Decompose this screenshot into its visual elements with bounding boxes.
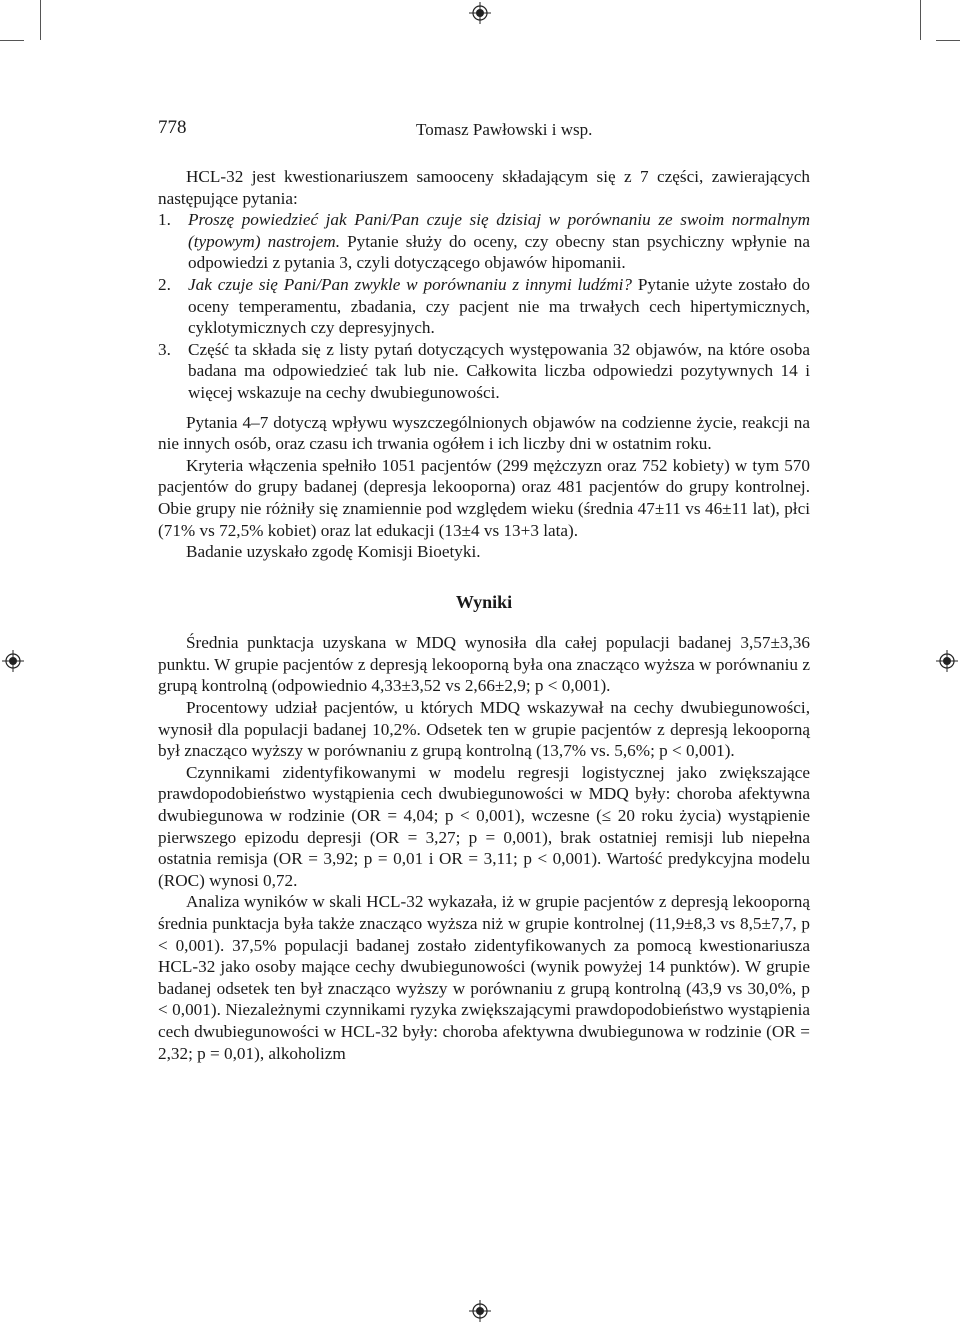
paragraph: Średnia punktacja uzyskana w MDQ wynosiła dla całej populacji badanej 3,57±3,36 punktu. W grupie pacjentów z depresją lekooporną była ona znacząco wyższa w porównaniu z grupą kontrolną (odpowiednio 4,33±3,52 vs 2,66±2,9; p < 0,001). (158, 633, 810, 696)
list-text: Pytanie użyte zostało do oceny temperamentu, zbadania, czy pacjent nie ma trwałych cech hipertymicznych, cyklotymicznych czy depresyjnych. (188, 274, 810, 338)
page-number: 778 (158, 117, 187, 138)
paragraph: Badanie uzyskało zgodę Komisji Bioetyki. (186, 542, 481, 562)
intro-paragraph: HCL-32 jest kwestionariuszem samooceny składającym się z 7 części, zawierających następujące pytania: (158, 167, 810, 208)
registration-mark-icon (936, 650, 958, 672)
list-number: 2. (158, 274, 171, 294)
list-item (158, 209, 810, 274)
registration-mark-icon (2, 650, 24, 672)
crop-mark (936, 40, 960, 41)
registration-mark-icon (469, 1300, 491, 1322)
list-number: 3. (158, 339, 171, 359)
list-number: 1. (158, 210, 171, 230)
paragraph: Procentowy udział pacjentów, u których MDQ wskazywał na cechy dwubiegunowości, wynosił dla populacji badanej 10,2%. Odsetek ten w grupie pacjentów z depresją lekooporną był znacząco wyższy w porównaniu z grupą kontrolną (13,7% vs. 5,6%; p < 0,001). (158, 698, 810, 761)
crop-mark (40, 0, 41, 40)
crop-mark (920, 0, 921, 40)
paragraph: Kryteria włączenia spełniło 1051 pacjentów (299 mężczyzn oraz 752 kobiety) w tym 570 pacjentów do grupy badanej (depresja lekooporna) oraz 481 pacjentów do grupy kontrolnej. Obie grupy nie różniły się znamiennie pod względem wieku (średnia 47±11 vs 46±11 lat), płci (71% vs 72,5% kobiet) oraz lat edukacji (13±4 vs 13+3 lata). (158, 455, 810, 540)
crop-mark (0, 40, 24, 41)
registration-mark-icon (469, 2, 491, 24)
list-text: Część ta składa się z listy pytań dotyczących występowania 32 objawów, na które osoba badana ma odpowiedzieć tak lub nie. Całkowita liczba odpowiedzi pozytywnych 14 i więcej wskazuje na cechy dwubiegunowości. (188, 339, 810, 402)
page-header (158, 110, 810, 146)
list-text: Pytanie służy do oceny, czy obecny stan psychiczny wpłynie na odpowiedzi z pytania 3, czyli dotyczącego objawów hipomanii. (188, 231, 811, 273)
question-list (158, 209, 810, 403)
article-body (158, 166, 810, 1064)
list-item (158, 339, 810, 404)
list-question: Proszę powiedzieć jak Pani/Pan czuje się dzisiaj w porównaniu ze swoim normalnym (typowym) nastrojem. (188, 210, 810, 251)
paragraph: Czynnikami zidentyfikowanymi w modelu regresji logistycznej jako zwiększające prawdopodobieństwo wystąpienia cech dwubiegunowości w MDQ były: choroba afektywna dwubiegunowa w rodzinie (OR = 4,04; p < 0,001), wczesne (≤ 20 roku życia) wystąpienie pierwszego epizodu depresji (OR = 3,27; p = 0,001), brak ostatniej remisji lub niepełna ostatnia remisja (OR = 3,92; p = 0,01 i OR = 3,11; p < 0,001). Wartość predykcyjna modelu (ROC) wynosi 0,72. (158, 762, 810, 890)
section-heading: Wyniki (455, 591, 513, 612)
paragraph: Analiza wyników w skali HCL-32 wykazała, iż w grupie pacjentów z depresją lekooporną średnia punktacja była także znacząco wyższa niż w grupie kontrolnej (11,9±8,3 vs 8,5±7,7, p < 0,001). 37,5% populacji badanej zostało zidentyfikowanych za pomocą kwestionariusza HCL-32 jako osoby mające cechy dwubiegunowości (wynik powyżej 14 punktów). W grupie badanej odsetek ten był znacząco wyższy w porównaniu z grupą kontrolną (43,9 vs 30,0%, p < 0,001). Niezależnymi czynnikami ryzyka zwiększającymi prawdopodobieństwo wystąpienia cech dwubiegunowości w HCL-32 były: choroba afektywna dwubiegunowa w rodzinie (OR = 2,32; p = 0,01), alkoholizm (158, 892, 810, 1063)
list-item (158, 274, 810, 339)
running-head: Tomasz Pawłowski i wsp. (416, 120, 593, 139)
spacer (158, 404, 810, 412)
paragraph: Pytania 4–7 dotyczą wpływu wyszczególnionych objawów na codzienne życie, reakcji na nie innych osób, oraz czasu ich trwania ogółem i ich liczby dni w ostatnim roku. (158, 412, 810, 454)
page (158, 110, 811, 1063)
list-question: Jak czuje się Pani/Pan zwykle w porównaniu z innymi ludźmi? (188, 274, 632, 294)
